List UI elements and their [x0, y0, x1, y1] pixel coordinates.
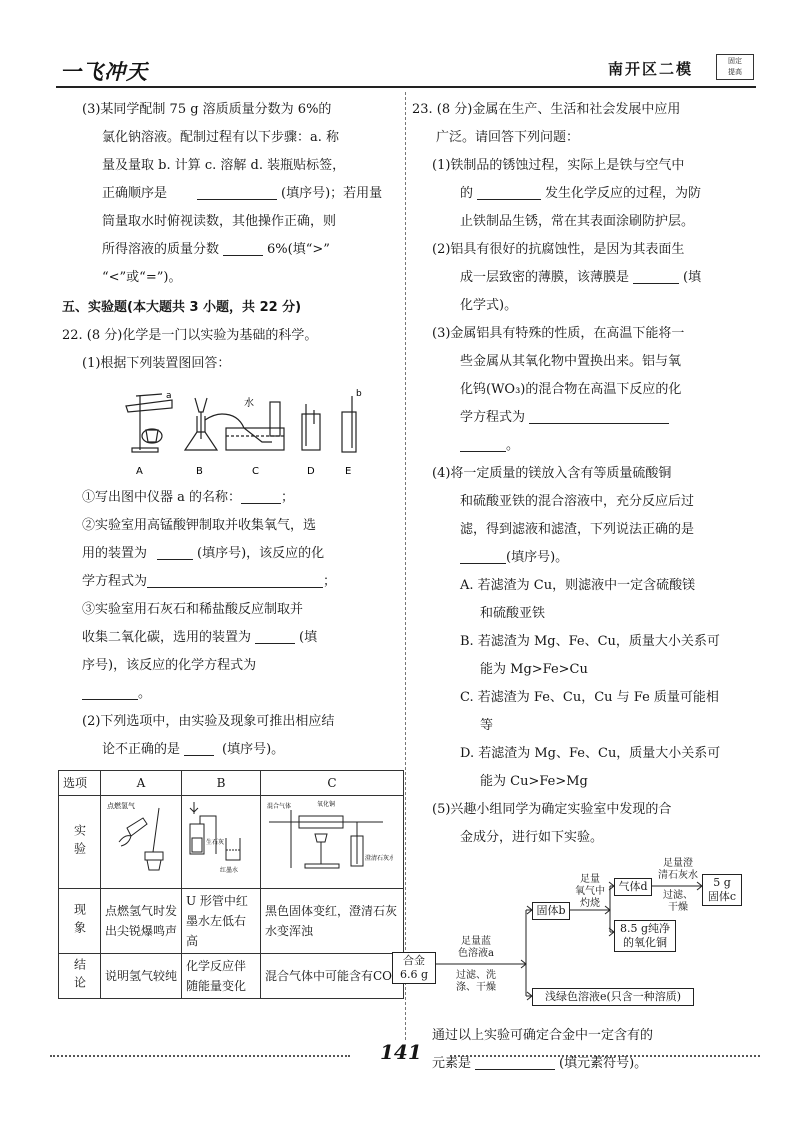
q22-sub2: (2)下列选项中，由实验及现象可推出相应结 — [82, 714, 335, 729]
apparatus-label-e: E — [345, 466, 352, 477]
row-label: 结论 — [59, 954, 101, 999]
alloy-flowchart — [390, 858, 757, 1018]
q22-item2 — [82, 568, 394, 596]
step2-label — [570, 874, 610, 910]
apparatus-label-d: D — [307, 466, 315, 477]
step1-label — [446, 936, 506, 960]
answer-blank[interactable] — [223, 242, 263, 256]
q23-part2 — [412, 264, 757, 292]
q23-part4: (4)将一定质量的镁放入含有等质量硫酸铜 — [432, 466, 672, 481]
answer-blank[interactable] — [184, 742, 214, 756]
text: 。 — [506, 438, 520, 453]
answer-blank[interactable] — [82, 686, 138, 700]
text: ； — [323, 574, 337, 589]
text: (填序号)。 — [506, 550, 569, 565]
copper-oxide-reduction-drawing — [265, 798, 393, 880]
answer-blank[interactable] — [147, 574, 323, 588]
step1-label — [446, 970, 506, 994]
q23-part3: 些金属从其氧化物中置换出来。铝与氧 — [460, 354, 682, 369]
q23-part4: 和硫酸亚铁的混合溶液中，充分反应后过 — [460, 494, 695, 509]
text: 8.5 g纯净 — [619, 922, 671, 935]
q21-line: 筒量取水时俯视读数，其他操作正确，则 — [102, 214, 337, 229]
q22-item2 — [82, 540, 394, 568]
filtrate-e-box: 浅绿色溶液e(只含一种溶质) — [532, 988, 694, 1006]
text: 色溶液a — [458, 948, 494, 959]
q23-part4: 滤，得到滤液和滤渣，下列说法正确的是 — [460, 522, 695, 537]
text: 。 — [138, 686, 152, 701]
alloy-box — [392, 952, 436, 984]
text: ； — [281, 490, 295, 505]
table-cell: 化学反应伴随能量变化 — [182, 954, 261, 999]
text: 收集二氧化碳，选用的装置为 — [82, 630, 252, 645]
table-header-cell: B — [182, 771, 261, 796]
table-cell: U 形管中红墨水左低右高 — [182, 889, 261, 954]
q22-item1 — [82, 484, 394, 512]
q21-line — [82, 236, 394, 264]
q22-item3: ③实验室用石灰石和稀盐酸反应制取并 — [82, 602, 304, 617]
text: 5 g — [713, 876, 731, 889]
text: 元素是 — [432, 1056, 472, 1071]
table-header-row — [59, 771, 404, 796]
text: 学方程式为 — [82, 574, 148, 589]
text: 足量蓝 — [461, 936, 491, 947]
text: 过滤、 — [663, 890, 693, 901]
text: 6.6 g — [399, 968, 429, 981]
apparatus-label-c: C — [252, 466, 259, 477]
instrument-b-label: b — [356, 389, 362, 399]
option-a[interactable]: 和硫酸亚铁 — [480, 606, 546, 621]
text: (填 — [683, 270, 702, 285]
q21-line: 量及量取 b. 计算 c. 溶解 d. 装瓶贴标签， — [102, 158, 346, 173]
text: 足量澄 — [663, 858, 693, 869]
text: 所得溶液的质量分数 — [102, 242, 220, 257]
copper-oxide-box — [614, 920, 676, 952]
option-d[interactable]: D. 若滤渣为 Mg、Fe、Cu，质量大小关系可 — [460, 746, 721, 761]
table-row-conclusion — [59, 954, 404, 999]
image-label: 红墨水 — [220, 867, 239, 874]
stamp-bottom-text: 提高 — [728, 68, 742, 76]
solid-b-box: 固体b — [532, 902, 570, 920]
difficulty-stamp — [716, 54, 754, 80]
q23-part3 — [412, 432, 757, 460]
q23-conclusion: 通过以上实验可确定合金中一定含有的 — [432, 1028, 654, 1043]
page-header — [56, 48, 756, 88]
image-label: 点燃氢气 — [107, 802, 135, 810]
text: 用的装置为 — [82, 546, 148, 561]
text: 涤、干燥 — [456, 982, 496, 993]
text: 发生化学反应的过程，为防 — [545, 186, 702, 201]
text: 正确顺序是 — [102, 186, 168, 201]
text: 清石灰水 — [658, 870, 698, 881]
image-label: 生石灰 — [206, 839, 225, 846]
q22-sub1: (1)根据下列装置图回答： — [82, 356, 231, 371]
q23-intro: 广泛。请回答下列问题： — [436, 130, 580, 145]
text: 的 — [460, 186, 474, 201]
q23-part1 — [412, 180, 757, 208]
row-label: 实验 — [59, 796, 101, 889]
option-b[interactable]: 能为 Mg>Fe>Cu — [480, 662, 588, 677]
image-label: 澄清石灰水 — [365, 855, 393, 862]
option-b[interactable]: B. 若滤渣为 Mg、Fe、Cu，质量大小关系可 — [460, 634, 720, 649]
apparatus-drawing — [62, 384, 392, 482]
option-c[interactable]: C. 若滤渣为 Fe、Cu，Cu 与 Fe 质量可能相 — [460, 690, 719, 705]
q23-part2: (2)铝具有很好的抗腐蚀性，是因为其表面生 — [432, 242, 685, 257]
text: 固体c — [707, 890, 737, 903]
answer-blank[interactable] — [529, 410, 669, 424]
exam-region-title: 南开区二模 — [608, 60, 694, 78]
text: 足量 — [580, 874, 600, 885]
option-a[interactable]: A. 若滤渣为 Cu，则滤液中一定含硫酸镁 — [460, 578, 696, 593]
table-cell: 说明氢气较纯 — [101, 954, 182, 999]
apparatus-figure — [62, 384, 394, 482]
option-d[interactable]: 能为 Cu>Fe>Mg — [480, 774, 588, 789]
header-rule — [56, 86, 756, 88]
q22-item3 — [82, 680, 394, 708]
q22-sub2 — [62, 736, 394, 764]
answer-blank[interactable] — [241, 490, 281, 504]
q21-part3 — [62, 96, 394, 292]
q22-item3 — [82, 652, 394, 680]
water-label: 水 — [244, 398, 254, 409]
table-cell: 黑色固体变红，澄清石灰水变浑浊 — [261, 889, 404, 954]
table-header-cell: 选项 — [59, 771, 101, 796]
q23-part5: 金成分，进行如下实验。 — [460, 830, 604, 845]
page-number: 141 — [380, 1040, 422, 1064]
q23-part4 — [412, 544, 757, 572]
option-c[interactable]: 等 — [480, 718, 494, 733]
left-column — [62, 96, 398, 999]
q23-part5: (5)兴趣小组同学为确定实验室中发现的合 — [432, 802, 672, 817]
text: 的氧化铜 — [623, 936, 667, 949]
image-label: 混合气体 — [267, 803, 292, 810]
q22-intro: 22. (8 分)化学是一门以实验为基础的科学。 — [62, 328, 318, 343]
answer-blank[interactable] — [460, 550, 506, 564]
hydrogen-ignition-drawing — [105, 798, 177, 880]
text: (填序号)，该反应的化 — [197, 546, 325, 561]
text: 氧气中 — [575, 886, 605, 897]
q23-part3: (3)金属铝具有特殊的性质，在高温下能将一 — [432, 326, 685, 341]
step3-label — [652, 890, 704, 914]
experiment-table — [58, 770, 404, 999]
text: (填序号)；若用量 — [281, 186, 383, 201]
footer-dots-left — [50, 1055, 350, 1057]
brand-title: 一飞冲天 — [60, 60, 148, 84]
q21-line: (3)某同学配制 75 g 溶质质量分数为 6%的 — [82, 102, 332, 117]
text: (填 — [299, 630, 318, 645]
text: 合金 — [403, 954, 425, 967]
table-header-cell: C — [261, 771, 404, 796]
text: ①写出图中仪器 a 的名称： — [82, 490, 242, 505]
q23-part1: (1)铁制品的锈蚀过程，实际上是铁与空气中 — [432, 158, 685, 173]
text: 序号)，该反应的化学方程式为 — [82, 658, 257, 673]
table-header-cell: A — [101, 771, 182, 796]
apparatus-label-b: B — [196, 466, 203, 477]
text: (填序号)。 — [222, 742, 285, 757]
text: (填元素符号)。 — [559, 1056, 648, 1071]
experiment-b-image — [182, 796, 261, 889]
answer-blank[interactable] — [477, 186, 541, 200]
q21-line: 氯化钠溶液。配制过程有以下步骤：a. 称 — [102, 130, 340, 145]
q22-item3 — [82, 624, 394, 652]
stamp-top-text: 固定 — [728, 57, 742, 65]
table-row-phenomenon — [59, 889, 404, 954]
q22-item2: ②实验室用高锰酸钾制取并收集氧气，选 — [82, 518, 317, 533]
answer-blank[interactable] — [157, 546, 193, 560]
q23-part1: 止铁制品生锈，常在其表面涂刷防护层。 — [460, 214, 695, 229]
q21-line — [82, 180, 394, 208]
text: 干燥 — [668, 902, 688, 913]
answer-blank[interactable] — [460, 438, 506, 452]
text: 过滤、洗 — [456, 970, 496, 981]
text: 学方程式为 — [460, 410, 526, 425]
q23-part3: 化钨(WO₃)的混合物在高温下反应的化 — [460, 382, 682, 397]
text: 成一层致密的薄膜，该薄膜是 — [460, 270, 630, 285]
experiment-a-image — [101, 796, 182, 889]
text: 论不正确的是 — [102, 742, 181, 757]
answer-blank[interactable] — [633, 270, 679, 284]
table-row-experiment — [59, 796, 404, 889]
step3-label — [652, 858, 704, 882]
section-title: 五、实验题(本大题共 3 小题，共 22 分) — [62, 300, 302, 315]
table-cell: 混合气体中可能含有CO — [261, 954, 404, 999]
instrument-a-label: a — [166, 391, 172, 401]
gas-d-box: 气体d — [614, 878, 652, 896]
text: 6%(填“>” — [267, 242, 330, 257]
image-label: 氧化铜 — [317, 801, 336, 808]
solid-c-box — [702, 874, 742, 906]
q22-part1-items — [62, 484, 394, 708]
text: 灼烧 — [580, 898, 600, 909]
answer-blank[interactable] — [255, 630, 295, 644]
answer-blank[interactable] — [197, 186, 277, 200]
table-cell: 点燃氢气时发出尖锐爆鸣声 — [101, 889, 182, 954]
q23-intro: 23. (8 分)金属在生产、生活和社会发展中应用 — [412, 102, 681, 117]
apparatus-label-a: A — [136, 466, 143, 477]
experiment-c-image — [261, 796, 404, 889]
row-label: 现象 — [59, 889, 101, 954]
u-tube-drawing — [186, 798, 256, 880]
q23-part2: 化学式)。 — [460, 298, 518, 313]
q21-line: “<”或“=”)。 — [102, 270, 182, 285]
q23-part3 — [412, 404, 757, 432]
footer-dots-right — [450, 1055, 760, 1057]
